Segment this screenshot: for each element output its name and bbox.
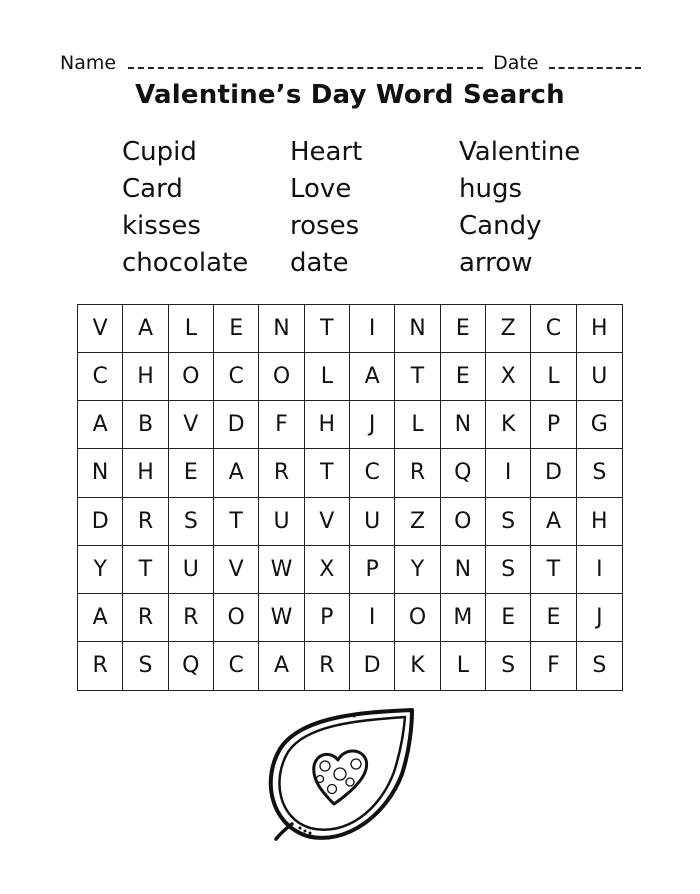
grid-cell[interactable]: S [486, 546, 531, 594]
grid-cell[interactable]: H [123, 449, 168, 497]
word-item: Card [122, 174, 183, 204]
grid-cell[interactable]: I [486, 449, 531, 497]
grid-cell[interactable]: Z [395, 498, 440, 546]
grid-cell[interactable]: W [259, 594, 304, 642]
grid-cell[interactable]: C [214, 353, 259, 401]
grid-cell[interactable]: E [441, 305, 486, 353]
word-search-grid [77, 304, 623, 691]
word-column-1 [122, 134, 248, 282]
grid-cell[interactable]: E [531, 594, 576, 642]
grid-cell[interactable]: E [486, 594, 531, 642]
grid-cell[interactable]: V [78, 305, 123, 353]
word-item: roses [290, 211, 360, 241]
grid-cell[interactable]: M [441, 594, 486, 642]
grid-cell[interactable]: O [395, 594, 440, 642]
grid-cell[interactable]: A [350, 353, 395, 401]
grid-cell[interactable]: N [441, 401, 486, 449]
grid-cell[interactable]: I [577, 546, 622, 594]
grid-cell[interactable]: R [305, 642, 350, 690]
grid-cell[interactable]: N [259, 305, 304, 353]
grid-cell[interactable]: S [123, 642, 168, 690]
grid-cell[interactable]: K [486, 401, 531, 449]
date-field[interactable] [549, 53, 641, 69]
grid-cell[interactable]: Y [78, 546, 123, 594]
grid-cell[interactable]: S [169, 498, 214, 546]
grid-cell[interactable]: S [486, 642, 531, 690]
grid-cell[interactable]: R [78, 642, 123, 690]
grid-cell[interactable]: Q [169, 642, 214, 690]
grid-cell[interactable]: R [395, 449, 440, 497]
heart-leaf-icon [262, 704, 422, 844]
grid-cell[interactable]: U [350, 498, 395, 546]
date-label: Date [493, 52, 539, 74]
grid-cell[interactable]: A [214, 449, 259, 497]
page-title: Valentine’s Day Word Search [135, 80, 565, 110]
grid-cell[interactable]: A [259, 642, 304, 690]
word-item: Love [290, 174, 352, 204]
grid-cell[interactable]: E [169, 449, 214, 497]
grid-cell[interactable]: L [169, 305, 214, 353]
grid-cell[interactable]: B [123, 401, 168, 449]
grid-cell[interactable]: Q [441, 449, 486, 497]
grid-cell[interactable]: T [305, 305, 350, 353]
grid-cell[interactable]: S [577, 449, 622, 497]
name-field[interactable] [128, 53, 483, 69]
grid-cell[interactable]: N [78, 449, 123, 497]
grid-cell[interactable]: R [259, 449, 304, 497]
grid-cell[interactable]: I [350, 305, 395, 353]
grid-cell[interactable]: R [169, 594, 214, 642]
grid-cell[interactable]: T [395, 353, 440, 401]
grid-cell[interactable]: N [395, 305, 440, 353]
grid-cell[interactable]: C [214, 642, 259, 690]
word-item: hugs [459, 174, 523, 204]
grid-cell[interactable]: H [305, 401, 350, 449]
grid-cell[interactable]: V [305, 498, 350, 546]
grid-cell[interactable]: C [531, 305, 576, 353]
word-item: Heart [290, 137, 363, 167]
grid-cell[interactable]: S [486, 498, 531, 546]
grid-cell[interactable]: C [350, 449, 395, 497]
grid-cell[interactable]: T [531, 546, 576, 594]
name-label: Name [60, 52, 117, 74]
word-item: Cupid [122, 137, 197, 167]
grid-cell[interactable]: K [395, 642, 440, 690]
grid-cell[interactable]: J [577, 594, 622, 642]
grid-cell[interactable]: D [78, 498, 123, 546]
grid-cell[interactable]: Y [395, 546, 440, 594]
word-item: date [290, 248, 349, 278]
grid-cell[interactable]: O [441, 498, 486, 546]
grid-cell[interactable]: P [350, 546, 395, 594]
grid-cell[interactable]: P [531, 401, 576, 449]
grid-cell[interactable]: H [577, 498, 622, 546]
grid-cell[interactable]: D [531, 449, 576, 497]
grid-cell[interactable]: U [577, 353, 622, 401]
grid-cell[interactable]: H [577, 305, 622, 353]
name-date-line [60, 52, 650, 78]
grid-cell[interactable]: L [395, 401, 440, 449]
word-item: Candy [459, 211, 542, 241]
grid-cell[interactable]: L [531, 353, 576, 401]
grid-cell[interactable]: U [169, 546, 214, 594]
grid-cell[interactable]: R [123, 594, 168, 642]
grid-cell[interactable]: Z [486, 305, 531, 353]
grid-cell[interactable]: X [305, 546, 350, 594]
grid-cell[interactable]: A [78, 401, 123, 449]
grid-cell[interactable]: E [441, 353, 486, 401]
grid-cell[interactable]: X [486, 353, 531, 401]
grid-cell[interactable]: H [123, 353, 168, 401]
grid-cell[interactable]: V [169, 401, 214, 449]
grid-cell[interactable]: A [531, 498, 576, 546]
grid-cell[interactable]: C [78, 353, 123, 401]
grid-cell[interactable]: E [214, 305, 259, 353]
grid-cell[interactable]: P [305, 594, 350, 642]
word-item: arrow [459, 248, 533, 278]
grid-cell[interactable]: G [577, 401, 622, 449]
word-bank [122, 134, 622, 284]
grid-cell[interactable]: J [350, 401, 395, 449]
grid-cell[interactable]: F [531, 642, 576, 690]
grid-cell[interactable]: T [305, 449, 350, 497]
word-item: chocolate [122, 248, 249, 278]
grid-cell[interactable]: D [214, 401, 259, 449]
grid-cell[interactable]: L [305, 353, 350, 401]
grid-cell[interactable]: V [214, 546, 259, 594]
grid-cell[interactable]: O [214, 594, 259, 642]
grid-cell[interactable]: A [123, 305, 168, 353]
word-item: kisses [122, 211, 201, 241]
grid-cell[interactable]: A [78, 594, 123, 642]
grid-cell[interactable]: F [259, 401, 304, 449]
grid-cell[interactable]: W [259, 546, 304, 594]
grid-cell[interactable]: T [123, 546, 168, 594]
grid-cell[interactable]: I [350, 594, 395, 642]
grid-cell[interactable]: L [441, 642, 486, 690]
grid-cell[interactable]: D [350, 642, 395, 690]
word-column-3 [459, 134, 580, 282]
grid-cell[interactable]: R [123, 498, 168, 546]
word-item: Valentine [459, 137, 581, 167]
grid-cell[interactable]: S [592, 653, 607, 679]
grid-cell[interactable]: O [259, 353, 304, 401]
grid-cell[interactable]: O [169, 353, 214, 401]
grid-cell[interactable]: U [259, 498, 304, 546]
word-column-2 [290, 134, 362, 282]
grid-cell[interactable]: N [441, 546, 486, 594]
grid-cell[interactable]: T [214, 498, 259, 546]
